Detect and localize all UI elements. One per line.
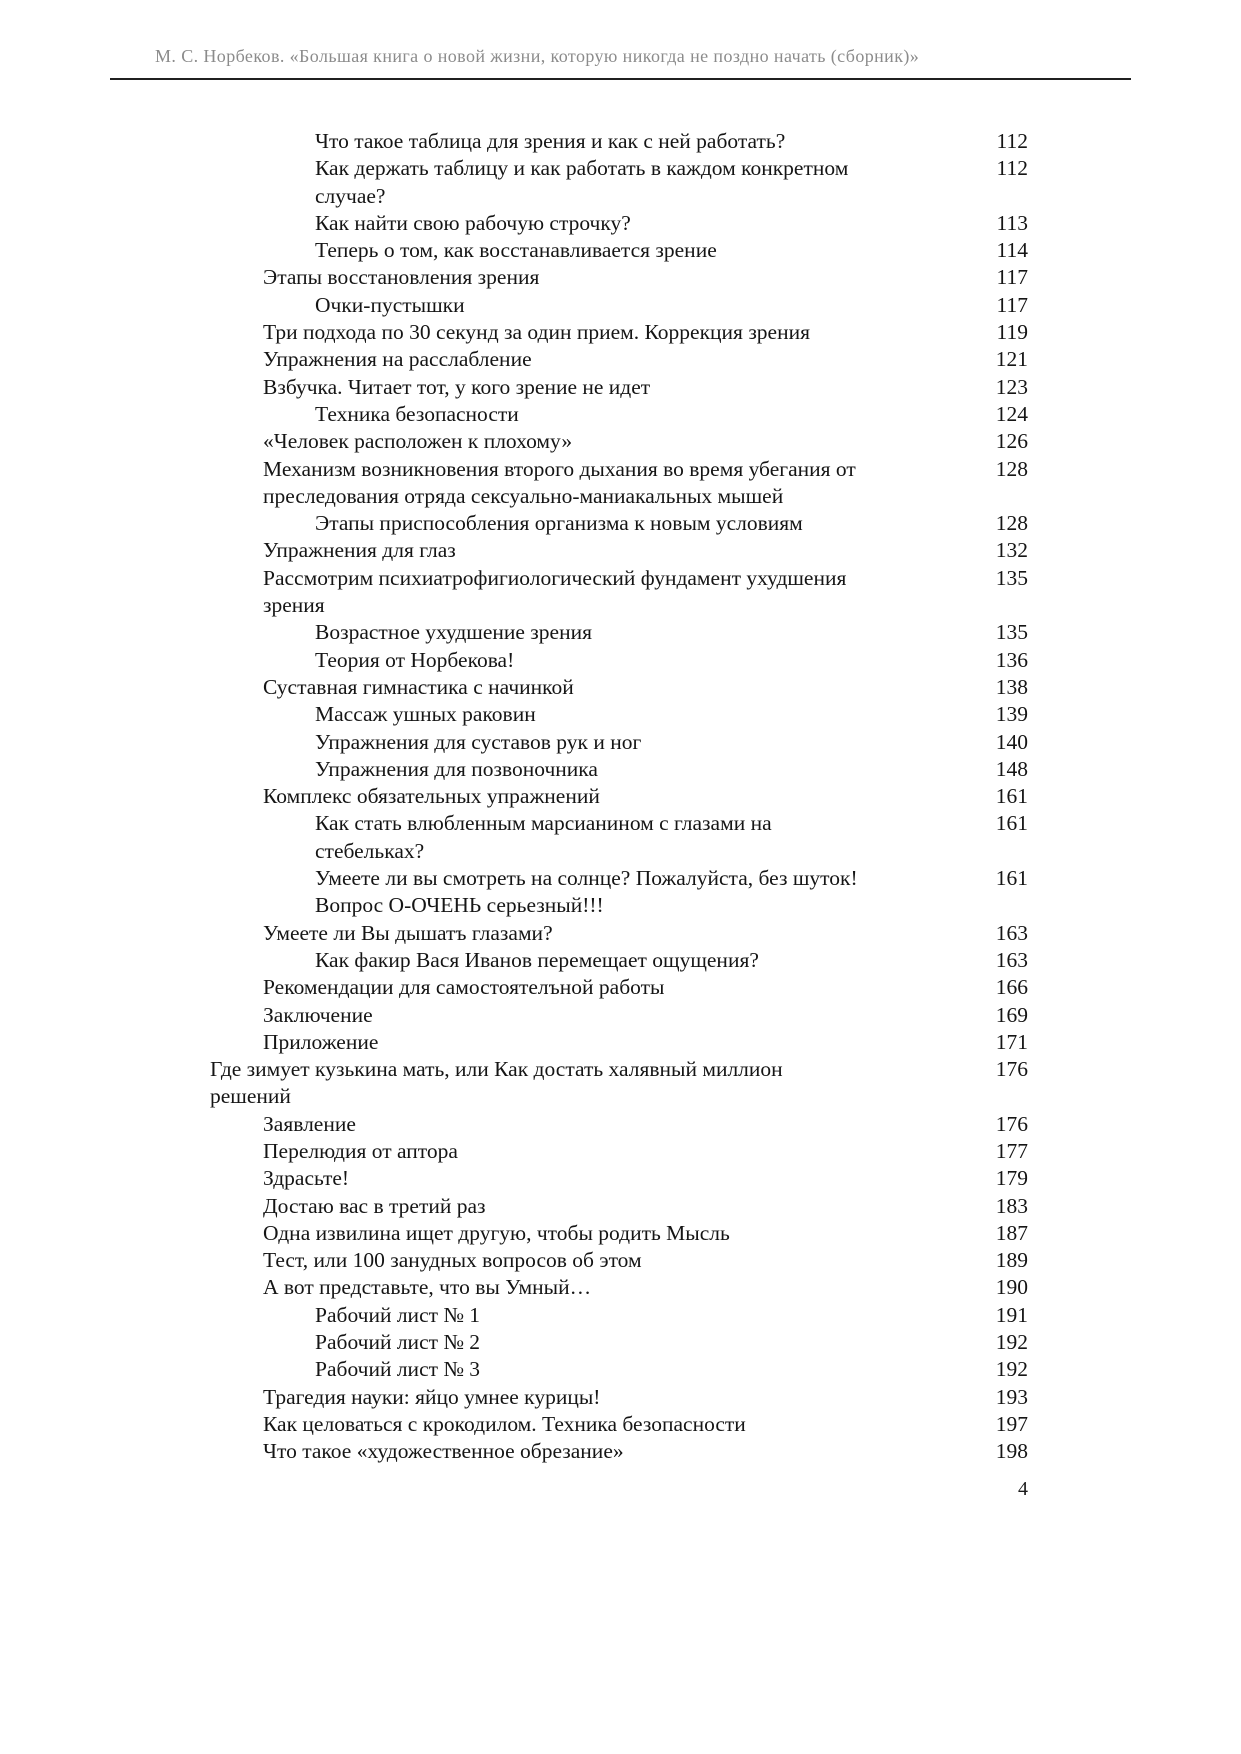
toc-entry-title: «Человек расположен к плохому» [263, 429, 573, 454]
toc-entry [210, 1029, 1028, 1056]
toc-entry [210, 1111, 1028, 1138]
toc-entry-title: Как найти свою рабочую строчку? [315, 210, 631, 235]
toc-entry-page: 176 [995, 1111, 1028, 1136]
toc-entry-page: 161 [995, 811, 1028, 836]
toc-entry-title: Этапы приспособления организма к новым условиям [315, 511, 803, 536]
toc-entry-title: Рабочий лист № 3 [315, 1357, 481, 1382]
toc-entry-page: 113 [996, 210, 1028, 235]
toc-entry-page: 192 [995, 1330, 1028, 1355]
toc-entry-title: Очки-пустышки [315, 292, 465, 317]
toc-entry [210, 920, 1028, 947]
toc-entry-title: Как факир Вася Иванов перемещает ощущения? [315, 947, 759, 972]
toc-entry-page: 112 [996, 129, 1028, 153]
toc-entry [210, 674, 1028, 701]
toc-entry [210, 210, 1028, 237]
toc-entry [210, 701, 1028, 728]
toc-entry-title: Механизм возникновения второго дыхания во время убегания от преследования отряда сексуально-маниакальных мышей [263, 456, 856, 508]
toc-entry [210, 1056, 1028, 1111]
toc-entry-page: 163 [995, 947, 1028, 972]
toc-entry [210, 1384, 1028, 1411]
toc-entry [210, 1193, 1028, 1220]
toc-entry-page: 117 [996, 265, 1028, 290]
toc-entry-page: 132 [995, 538, 1028, 563]
toc-entry-title: Этапы восстановления зрения [263, 265, 540, 290]
toc-entry [210, 565, 1028, 620]
toc-entry-page: 119 [996, 320, 1028, 345]
toc-entry-title: Как держать таблицу и как работать в каждом конкретном случае? [315, 156, 849, 208]
toc-entry-page: 193 [995, 1384, 1028, 1409]
toc-entry [210, 756, 1028, 783]
toc-entry-page: 140 [995, 729, 1028, 754]
toc-entry-page: 169 [995, 1002, 1028, 1027]
toc-entry [210, 510, 1028, 537]
toc-entry-title: Одна извилина ищет другую, чтобы родить Мысль [263, 1220, 730, 1245]
toc-entry [210, 428, 1028, 455]
toc-entry-page: 139 [995, 702, 1028, 727]
toc-entry [210, 292, 1028, 319]
toc-entry-page: 123 [995, 374, 1028, 399]
toc-entry [210, 1411, 1028, 1438]
toc-entry-title: Где зимует кузькина мать, или Как достать халявный миллион решений [210, 1057, 783, 1109]
toc-entry-page: 189 [995, 1248, 1028, 1273]
toc-entry [210, 1329, 1028, 1356]
toc-entry-title: Рабочий лист № 2 [315, 1330, 481, 1355]
toc-entry-page: 114 [996, 238, 1028, 263]
toc-entry-page: 136 [995, 647, 1028, 672]
toc-entry-page: 128 [995, 511, 1028, 536]
toc-entry-page: 128 [995, 456, 1028, 481]
toc-entry [210, 810, 1028, 865]
toc-entry-page: 176 [995, 1057, 1028, 1082]
header-divider [110, 78, 1131, 80]
toc-entry-title: Трагедия науки: яйцо умнее курицы! [263, 1384, 601, 1409]
toc-entry [210, 456, 1028, 511]
toc-entry-title: Как стать влюбленным марсианином с глазами на стебельках? [315, 811, 772, 863]
toc-entry-page: 198 [995, 1439, 1028, 1464]
toc-entry [210, 619, 1028, 646]
toc-entry [210, 1165, 1028, 1192]
toc-entry-page: 148 [995, 756, 1028, 781]
toc-entry-page: 135 [995, 565, 1028, 590]
toc-entry-title: Тест, или 100 занудных вопросов об этом [263, 1248, 642, 1273]
toc-entry [210, 1302, 1028, 1329]
toc-entry-page: 192 [995, 1357, 1028, 1382]
toc-entry-page: 191 [995, 1302, 1028, 1327]
toc-entry-title: Упражнения на расслабление [263, 347, 532, 372]
toc-entry-title: Умеете ли вы смотреть на солнце? Пожалуйста, без шуток! Вопрос О-ОЧЕНЬ серьезный!!! [315, 866, 858, 918]
toc-entry [210, 1220, 1028, 1247]
toc-entry-title: Суставная гимнастика с начинкой [263, 674, 574, 699]
toc-entry-page: 197 [995, 1411, 1028, 1436]
toc-entry-title: Здрасьте! [263, 1166, 350, 1191]
toc-entry-page: 183 [995, 1193, 1028, 1218]
toc-entry-page: 161 [995, 866, 1028, 891]
toc-entry-title: Приложение [263, 1029, 379, 1054]
toc-entry-title: Возрастное ухудшение зрения [315, 620, 592, 645]
toc-entry-page: 135 [995, 620, 1028, 645]
toc-entry-page: 163 [995, 920, 1028, 945]
toc-list [210, 128, 1028, 1466]
toc-entry-title: Три подхода по 30 секунд за один прием. Коррекция зрения [263, 320, 811, 345]
toc-entry [210, 1438, 1028, 1465]
toc-entry-page: 179 [995, 1166, 1028, 1191]
toc-entry [210, 647, 1028, 674]
toc-entry-page: 161 [995, 784, 1028, 809]
toc-entry [210, 155, 1028, 210]
toc-entry-title: Что такое «художественное обрезание» [263, 1439, 624, 1464]
toc-entry-page: 121 [995, 347, 1028, 372]
toc-entry-title: Перелюдия от аптора [263, 1138, 458, 1163]
toc-entry-title: Комплекс обязательных упражнений [263, 784, 600, 809]
toc-entry-title: Заявление [263, 1111, 356, 1136]
toc-entry-page: 138 [995, 674, 1028, 699]
toc-entry [210, 783, 1028, 810]
toc-entry-title: Техника безопасности [315, 401, 519, 426]
toc-entry-title: Рабочий лист № 1 [315, 1302, 481, 1327]
toc-entry [210, 537, 1028, 564]
toc-entry [210, 1247, 1028, 1274]
toc-entry-page: 166 [995, 975, 1028, 1000]
toc-entry-title: Упражнения для глаз [263, 538, 456, 563]
toc-entry-page: 177 [995, 1138, 1028, 1163]
toc-entry-title: Упражнения для позвоночника [315, 756, 598, 781]
toc-entry-title: Рекомендации для самостоятелъной работы [263, 975, 665, 1000]
toc-entry [210, 974, 1028, 1001]
toc-entry-title: Умеете ли Вы дышатъ глазами? [263, 920, 553, 945]
toc-entry-title: Заключение [263, 1002, 373, 1027]
toc-entry [210, 1002, 1028, 1029]
toc-entry-page: 190 [995, 1275, 1028, 1300]
toc-entry [210, 346, 1028, 373]
toc-entry [210, 1356, 1028, 1383]
toc-entry [210, 319, 1028, 346]
toc-entry-page: 187 [995, 1220, 1028, 1245]
running-head: М. С. Норбеков. «Большая книга о новой жизни, которую никогда не поздно начать (сборник)» [155, 46, 920, 66]
toc-entry-title: Теория от Норбекова! [315, 647, 515, 672]
toc-entry [210, 264, 1028, 291]
toc-entry [210, 1274, 1028, 1301]
toc-entry-title: Упражнения для суставов рук и ног [315, 729, 642, 754]
toc-entry [210, 947, 1028, 974]
toc-entry-title: Массаж ушных раковин [315, 702, 536, 727]
toc-entry-page: 171 [995, 1029, 1028, 1054]
toc-entry [210, 237, 1028, 264]
toc-entry [210, 401, 1028, 428]
toc-entry-title: Что такое таблица для зрения и как с ней работать? [315, 129, 786, 153]
toc-entry-title: А вот представьте, что вы Умный… [263, 1275, 592, 1300]
toc-entry-title: Достаю вас в третий раз [263, 1193, 486, 1218]
toc-entry [210, 729, 1028, 756]
toc-entry-title: Рассмотрим психиатрофигиологический фундамент ухудшения зрения [263, 565, 847, 618]
toc-entry-page: 126 [995, 429, 1028, 454]
toc-entry [210, 865, 1028, 920]
toc-entry-title: Взбучка. Читает тот, у кого зрение не идет [263, 374, 651, 399]
toc-entry [210, 128, 1028, 155]
page-number: 4 [1018, 1478, 1028, 1500]
toc-entry-title: Как целоваться с крокодилом. Техника безопасности [263, 1411, 746, 1436]
toc-entry [210, 374, 1028, 401]
toc-entry-title: Теперь о том, как восстанавливается зрение [315, 238, 717, 263]
toc-entry-page: 117 [996, 292, 1028, 317]
toc-entry-page: 124 [995, 401, 1028, 426]
toc-entry-page: 112 [996, 156, 1028, 181]
toc-entry [210, 1138, 1028, 1165]
